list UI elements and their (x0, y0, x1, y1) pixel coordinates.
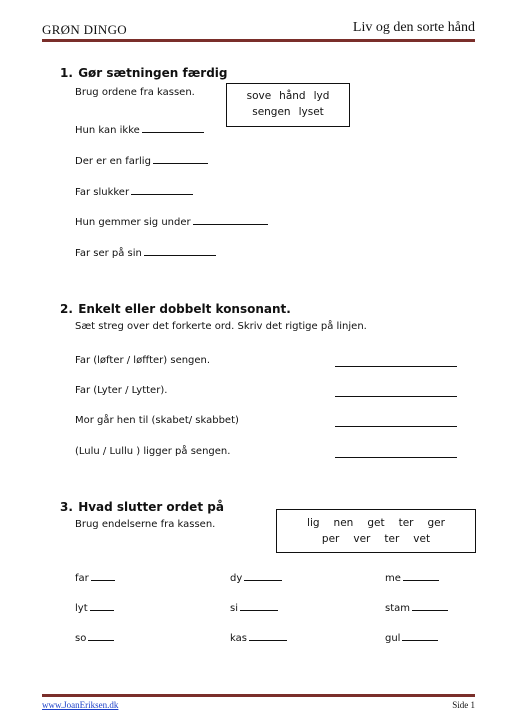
page-number: Side 1 (452, 700, 475, 710)
word-item: far (75, 572, 115, 584)
answer-line[interactable] (335, 457, 457, 458)
box-ending: nen (333, 517, 354, 529)
word-item: so (75, 632, 114, 644)
answer-blank[interactable] (144, 247, 216, 256)
word-item: stam (385, 602, 448, 614)
box-ending: ter (398, 517, 414, 529)
box-ending: per (321, 533, 340, 545)
section3-instruction: Brug endelserne fra kassen. (75, 519, 216, 530)
page-footer (42, 694, 475, 710)
sentence-line: Der er en farlig (75, 155, 208, 167)
section1-instruction: Brug ordene fra kassen. (75, 87, 195, 98)
answer-blank[interactable] (249, 632, 287, 641)
section2-title: 2. Enkelt eller dobbelt konsonant. (60, 302, 291, 316)
answer-blank[interactable] (240, 602, 278, 611)
box-word: lyd (313, 90, 330, 102)
header-title: GRØN DINGO (42, 22, 127, 37)
answer-blank[interactable] (153, 155, 208, 164)
sentence-line: Mor går hen til (skabet/ skabbet) (75, 415, 239, 426)
box-word: sengen (252, 106, 291, 118)
footer-link[interactable]: www.JoanEriksen.dk (42, 700, 119, 710)
word-item: gul (385, 632, 438, 644)
word-item: si (230, 602, 278, 614)
box-ending: lig (307, 517, 320, 529)
answer-blank[interactable] (90, 602, 114, 611)
section1-title: 1. Gør sætningen færdig (60, 66, 228, 80)
answer-blank[interactable] (88, 632, 114, 641)
word-item: lyt (75, 602, 114, 614)
section3-title: 3. Hvad slutter ordet på (60, 500, 224, 514)
sentence-line: Far (løfter / løffter) sengen. (75, 355, 211, 366)
section2-instruction: Sæt streg over det forkerte ord. Skriv det rigtige på linjen. (75, 321, 367, 332)
section3-ending-box (276, 509, 476, 553)
box-ending: ger (427, 517, 445, 529)
sentence-line: Hun gemmer sig under (75, 216, 268, 228)
page-header (42, 20, 475, 42)
word-item: kas (230, 632, 287, 644)
box-ending: vet (413, 533, 431, 545)
answer-blank[interactable] (193, 216, 268, 225)
sentence-line: Far slukker (75, 186, 193, 198)
answer-blank[interactable] (91, 572, 115, 581)
answer-blank[interactable] (244, 572, 282, 581)
answer-blank[interactable] (403, 572, 439, 581)
header-subtitle: Liv og den sorte hånd (352, 20, 475, 35)
box-word: sove (246, 90, 272, 102)
box-ending: get (367, 517, 385, 529)
answer-blank[interactable] (412, 602, 448, 611)
sentence-line: (Lulu / Lullu ) ligger på sengen. (75, 446, 231, 457)
word-item: dy (230, 572, 282, 584)
answer-line[interactable] (335, 426, 457, 427)
answer-blank[interactable] (131, 186, 193, 195)
answer-blank[interactable] (142, 124, 204, 133)
sentence-line: Far (Lyter / Lytter). (75, 385, 168, 396)
answer-line[interactable] (335, 396, 457, 397)
box-word: hånd (279, 90, 306, 102)
box-word: lyset (298, 106, 324, 118)
word-item: me (385, 572, 439, 584)
section1-word-box (226, 83, 350, 127)
sentence-line: Hun kan ikke (75, 124, 204, 136)
box-ending: ver (353, 533, 371, 545)
sentence-line: Far ser på sin (75, 247, 216, 259)
answer-blank[interactable] (402, 632, 438, 641)
box-ending: ter (384, 533, 400, 545)
answer-line[interactable] (335, 366, 457, 367)
